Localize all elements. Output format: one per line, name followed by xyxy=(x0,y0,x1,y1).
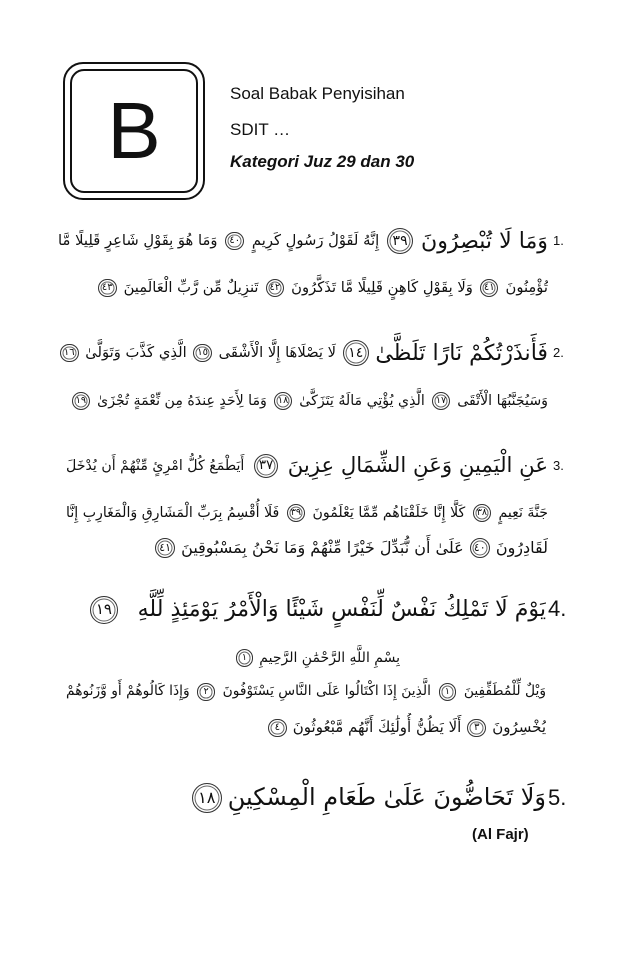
ayah-number-marker: ٣٧ xyxy=(254,454,279,479)
ayah-number-marker: ٤٠ xyxy=(225,232,244,251)
ayah-number-marker: ١ xyxy=(236,649,254,667)
basmala-line xyxy=(200,644,400,672)
verse-text: الَّذِينَ إِذَا اكْتَالُوا عَلَى النَّاسِ يَسْتَوْفُونَ xyxy=(222,683,431,700)
question-number: 4. xyxy=(548,596,567,621)
ayah-number-marker: ١٩ xyxy=(72,392,90,410)
ayah-number-marker: ١ xyxy=(439,683,456,700)
ayah-number-marker: ٢ xyxy=(197,683,214,700)
verse-text: أَيَطْمَعُ كُلُّ امْرِئٍ مِّنْهُمْ أَن يُدْخَلَ xyxy=(66,457,245,474)
ayah-number-marker: ٣٩ xyxy=(287,504,305,522)
surah-source-label: (Al Fajr) xyxy=(472,826,529,843)
verse-text: وَمَا لِأَحَدٍ عِندَهُ مِن نِّعْمَةٍ تُجْزَىٰ xyxy=(97,392,267,409)
verse-text: عَنِ الْيَمِينِ وَعَنِ الشِّمَالِ عِزِينَ xyxy=(287,453,548,479)
ayah-number-marker: ١٦ xyxy=(60,344,79,363)
verse-text: وَيْلٌ لِّلْمُطَفِّفِينَ xyxy=(463,683,546,700)
verse-line xyxy=(72,385,548,417)
verse-text: تُؤْمِنُونَ xyxy=(505,279,548,297)
verse-text: فَأَنذَرْتُكُمْ نَارًا تَلَظَّىٰ xyxy=(375,339,548,366)
badge-letter: B xyxy=(107,86,161,175)
ayah-number-marker: ٤٢ xyxy=(266,279,285,298)
ayah-number-marker: ١٨ xyxy=(192,783,222,813)
verse-line xyxy=(98,272,548,304)
ayah-number-marker: ١٨ xyxy=(274,392,292,410)
verse-text: وَلَا بِقَوْلِ كَاهِنٍ قَلِيلًا مَّا تَذَكَّرُونَ xyxy=(291,279,473,297)
verse-line xyxy=(90,586,546,634)
verse-text: عَلَىٰ أَن نُّبَدِّلَ خَيْرًا مِّنْهُمْ وَمَا نَحْنُ بِمَسْبُوقِينَ xyxy=(181,537,464,557)
ayah-number-marker: ٣٨ xyxy=(473,504,491,522)
verse-text: يَوْمَ لَا تَمْلِكُ نَفْسٌ لِّنَفْسٍ شَيْئًا وَالْأَمْرُ يَوْمَئِذٍ لِّلَّهِ xyxy=(137,596,546,622)
ayah-number-marker: ١٩ xyxy=(90,596,118,624)
question-number: 3. xyxy=(553,458,564,473)
verse-line xyxy=(66,532,548,564)
category-badge xyxy=(63,62,205,200)
ayah-number-marker: ٣ xyxy=(467,719,486,738)
verse-text: وَإِذَا كَالُوهُمْ أَو وَّزَنُوهُمْ xyxy=(66,683,190,700)
ayah-number-marker: ٤٠ xyxy=(470,538,490,558)
ayah-number-marker: ٤١ xyxy=(480,279,499,298)
ayah-number-marker: ١٤ xyxy=(343,340,369,366)
verse-line xyxy=(66,677,546,707)
verse-text: يُخْسِرُونَ xyxy=(492,718,546,737)
verse-text: الَّذِي يُؤْتِي مَالَهُ يَتَزَكَّىٰ xyxy=(299,392,425,409)
ayah-number-marker: ١٥ xyxy=(193,344,212,363)
verse-text: إِنَّهُ لَقَوْلُ رَسُولٍ كَرِيمٍ xyxy=(251,232,380,250)
verse-text: وَمَا هُوَ بِقَوْلِ شَاعِرٍ قَلِيلًا مَّا xyxy=(58,232,218,250)
verse-text: وَلَا تَحَاضُّونَ عَلَىٰ طَعَامِ الْمِسْكِينِ xyxy=(227,783,546,812)
question-number: 2. xyxy=(553,345,564,360)
verse-text: الَّذِي كَذَّبَ وَتَوَلَّىٰ xyxy=(85,344,187,362)
verse-line xyxy=(66,497,548,529)
verse-line xyxy=(66,445,548,487)
school-name: SDIT … xyxy=(230,120,291,139)
verse-line xyxy=(66,713,546,743)
verse-line xyxy=(58,220,548,262)
ayah-number-marker: ٤ xyxy=(268,719,287,738)
verse-text: وَمَا لَا تُبْصِرُونَ xyxy=(420,227,548,254)
verse-line xyxy=(185,774,546,822)
verse-text: فَلَا أُقْسِمُ بِرَبِّ الْمَشَارِقِ وَالْمَغَارِبِ إِنَّا xyxy=(66,504,280,521)
basmala-text: بِسْمِ اللَّهِ الرَّحْمَٰنِ الرَّحِيمِ xyxy=(259,649,400,666)
question-number: 1. xyxy=(553,233,564,248)
verse-text: لَقَادِرُونَ xyxy=(495,537,548,557)
verse-text: كَلَّا إِنَّا خَلَقْنَاهُم مِّمَّا يَعْلَمُونَ xyxy=(312,504,466,521)
ayah-number-marker: ٤١ xyxy=(155,538,175,558)
ayah-number-marker: ١٧ xyxy=(432,392,450,410)
ayah-number-marker: ٤٣ xyxy=(98,279,117,298)
verse-text: لَا يَصْلَاهَا إِلَّا الْأَشْقَى xyxy=(218,344,337,362)
round-title: Soal Babak Penyisihan xyxy=(230,84,405,103)
verse-text: تَنزِيلٌ مِّن رَّبِّ الْعَالَمِينَ xyxy=(123,279,259,297)
verse-text: جَنَّةَ نَعِيمٍ xyxy=(498,504,548,521)
verse-text: أَلَا يَظُنُّ أُولَٰئِكَ أَنَّهُم مَّبْعُوثُونَ xyxy=(292,718,462,737)
verse-line xyxy=(60,332,548,374)
ayah-number-marker: ٣٩ xyxy=(387,228,413,254)
category-label: Kategori Juz 29 dan 30 xyxy=(230,152,415,171)
category-badge-inner xyxy=(70,69,198,193)
question-number: 5. xyxy=(548,785,567,810)
verse-text: وَسَيُجَنَّبُهَا الْأَتْقَى xyxy=(457,392,548,409)
